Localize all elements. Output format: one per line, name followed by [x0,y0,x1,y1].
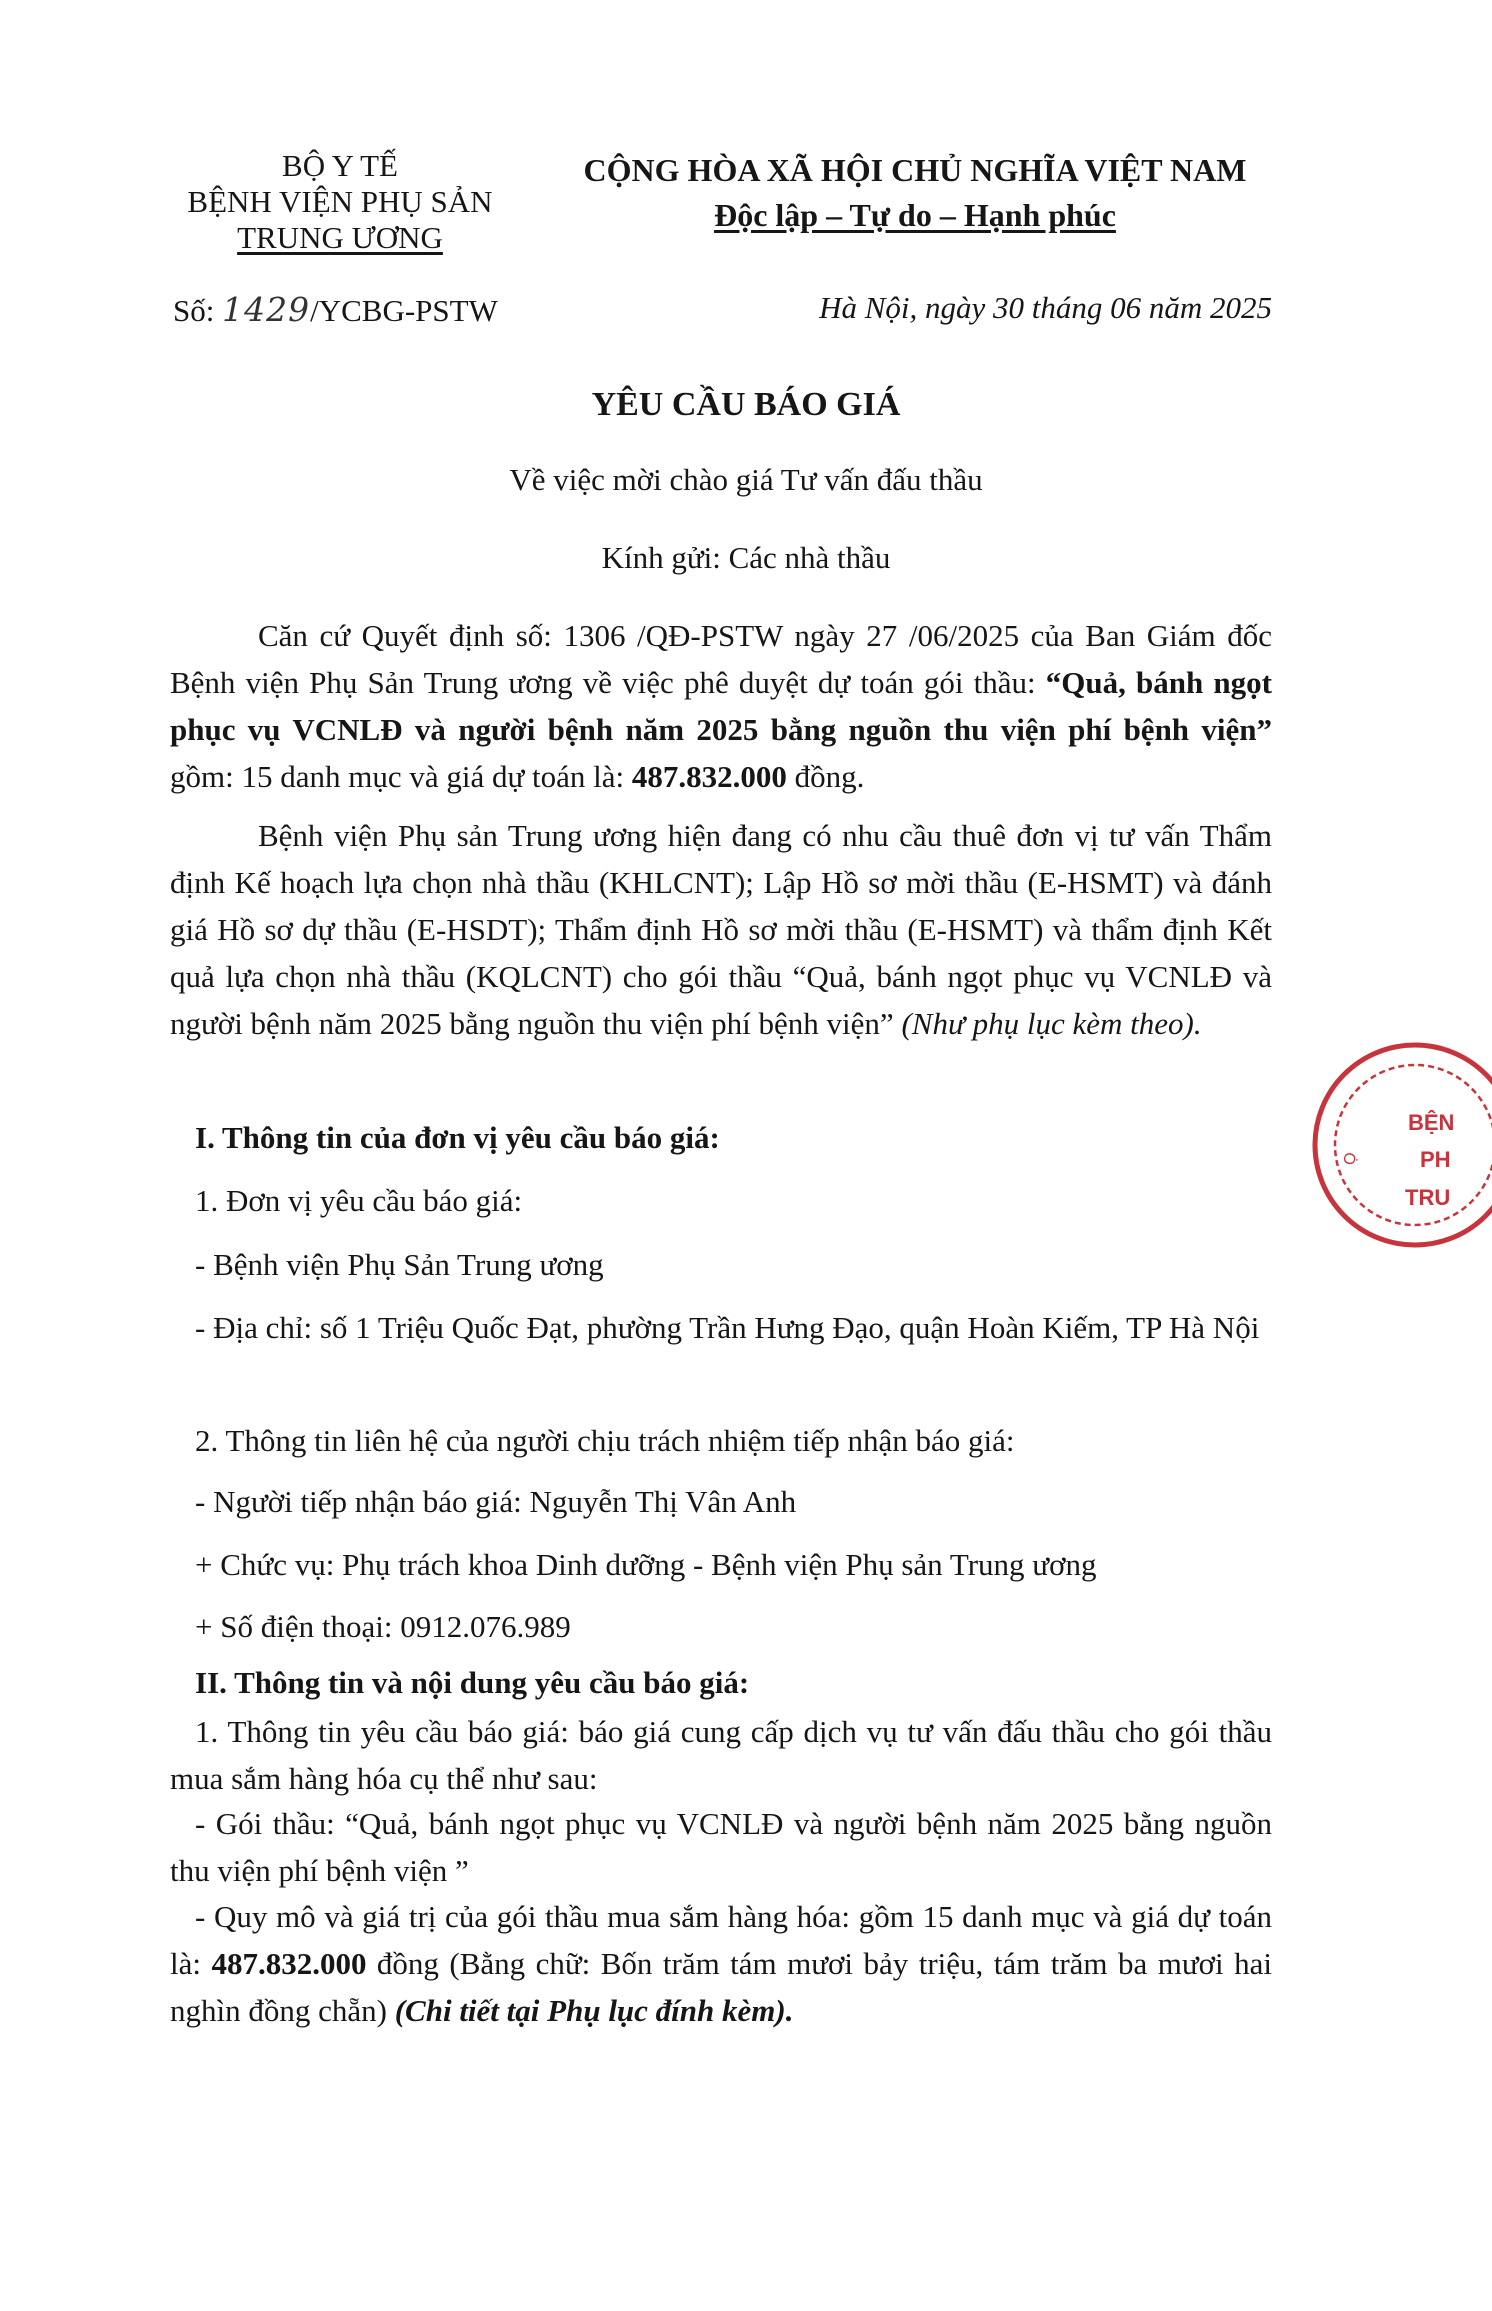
recipient-line: Kính gửi: Các nhà thầu [601,540,891,575]
section2-item1-block [170,1708,1272,1802]
number-suffix: /YCBG-PSTW [310,293,498,328]
section1-address: - Địa chỉ: số 1 Triệu Quốc Đạt, phường Trần Hưng Đạo, quận Hoàn Kiếm, TP Hà Nội [195,1310,1260,1345]
para1-text2: gồm: 15 danh mục và giá dự toán là: [170,759,632,794]
para1-package-name: “Quả, bánh ngọt phục vụ VCNLĐ và người bệnh năm 2025 bằng nguồn thu viện phí bệnh viện” [170,665,1272,747]
stamp-outer-ring [1315,1045,1492,1245]
paragraph-decision [170,612,1272,800]
para1-text1: Căn cứ Quyết định số: 1306 /QĐ-PSTW ngày 27 /06/2025 của Ban Giám đốc Bệnh viện Phụ Sản Trung ương về việc phê duyệt dự toán gói thầu: [170,618,1272,700]
number-prefix: Số: [173,293,223,328]
document-number [173,290,498,329]
section2-scale-appendix: (Chi tiết tại Phụ lục đính kèm). [394,1993,794,2028]
section2-item1: 1. Thông tin yêu cầu báo giá: báo giá cung cấp dịch vụ tư vấn đấu thầu cho gói thầu mua sắm hàng hóa cụ thể như sau: [170,1714,1272,1796]
stamp-text-line1: BỆN [1408,1110,1455,1135]
stamp-text-line3: TRU [1405,1185,1451,1210]
section2-scale-block [170,1893,1272,2034]
country-name: CỘNG HÒA XÃ HỘI CHỦ NGHĨA VIỆT NAM [583,152,1247,188]
para1-text3: đồng. [786,759,865,794]
document-title: YÊU CẦU BÁO GIÁ [591,386,901,423]
hospital-name-line1: BỆNH VIỆN PHỤ SẢN [187,184,493,219]
section1-unit: - Bệnh viện Phụ Sản Trung ương [195,1247,604,1282]
handwritten-number: 1429 [222,290,311,329]
section2-package-block [170,1800,1272,1894]
section1-position: + Chức vụ: Phụ trách khoa Dinh dưỡng - Bệnh viện Phụ sản Trung ương [195,1547,1097,1582]
document-date: Hà Nội, ngày 30 tháng 06 năm 2025 [819,290,1272,325]
official-stamp [1290,1035,1492,1255]
section1-item1: 1. Đơn vị yêu cầu báo giá: [195,1183,523,1218]
document-subtitle: Về việc mời chào giá Tư vấn đấu thầu [509,462,983,497]
section1-phone: + Số điện thoại: 0912.076.989 [195,1609,571,1644]
ministry-name: BỘ Y TẾ [282,148,398,183]
section1-address-block [170,1304,1272,1351]
national-header [560,148,1270,238]
paragraph-need [170,812,1272,1047]
section2-scale-text1: - Quy mô và giá trị của gói thầu mua sắm hàng hóa: gồm 15 danh mục và giá dự toán là: [170,1899,1272,1981]
para1-amount: 487.832.000 [631,759,787,794]
para2-appendix-note: (Như phụ lục kèm theo). [901,1006,1202,1041]
national-motto: Độc lập – Tự do – Hạnh phúc [714,197,1116,233]
section1-heading: I. Thông tin của đơn vị yêu cầu báo giá: [195,1120,720,1155]
issuer-block [160,148,520,256]
section1-person: - Người tiếp nhận báo giá: Nguyễn Thị Vân Anh [195,1484,797,1519]
stamp-text-line2: PH [1420,1147,1451,1172]
stamp-side-text: Ọ [1341,1151,1361,1167]
section2-heading: II. Thông tin và nội dung yêu cầu báo giá: [195,1665,750,1700]
section2-scale-text2: đồng (Bằng chữ: Bốn trăm tám mươi bảy triệu, tám trăm ba mươi hai nghìn đồng chẵn) [170,1946,1272,2028]
section1-item2: 2. Thông tin liên hệ của người chịu trách nhiệm tiếp nhận báo giá: [195,1423,1015,1458]
section2-package: - Gói thầu: “Quả, bánh ngọt phục vụ VCNLĐ và người bệnh năm 2025 bằng nguồn thu viện phí bệnh viện ” [170,1806,1272,1888]
hospital-name-line2: TRUNG ƯƠNG [237,220,443,255]
section2-scale-amount: 487.832.000 [211,1946,367,1981]
para2-text1: Bệnh viện Phụ sản Trung ương hiện đang có nhu cầu thuê đơn vị tư vấn Thẩm định Kế hoạch lựa chọn nhà thầu (KHLCNT); Lập Hồ sơ mời thầu (E-HSMT) và đánh giá Hồ sơ dự thầu (E-HSDT); Thẩm định Hồ sơ mời thầu (E-HSMT) và thẩm định Kết quả lựa chọn nhà thầu (KQLCNT) cho gói thầu “Quả, bánh ngọt phục vụ VCNLĐ và người bệnh năm 2025 bằng nguồn thu viện phí bệnh viện” [170,818,1272,1041]
